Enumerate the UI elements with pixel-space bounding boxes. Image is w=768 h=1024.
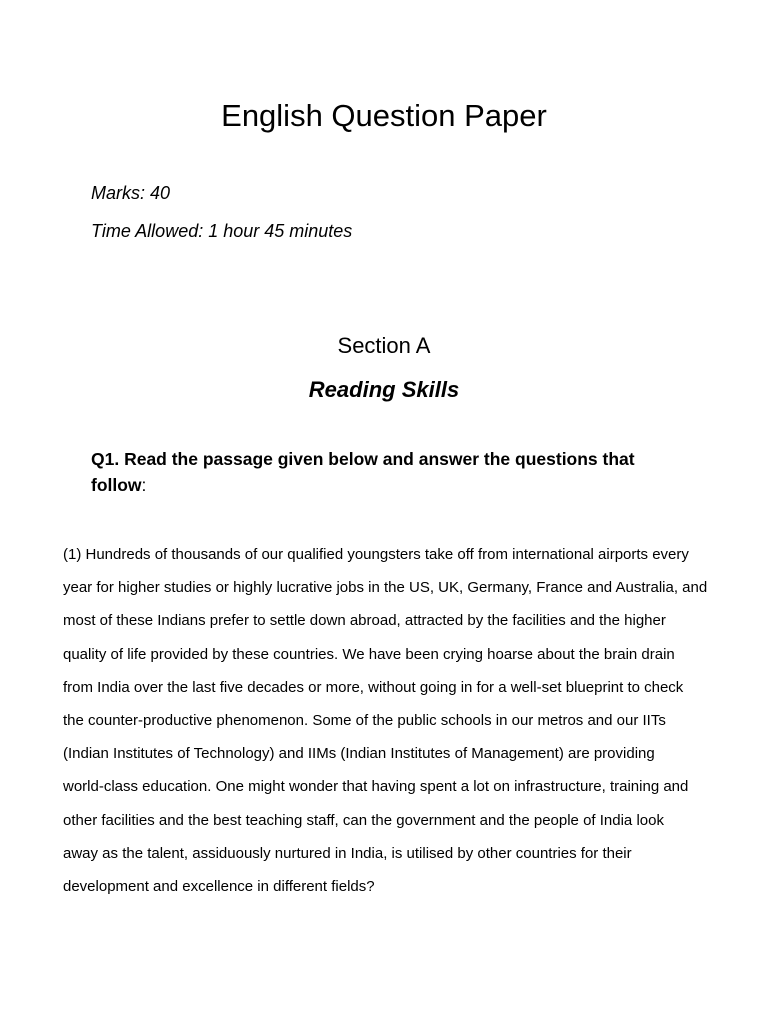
section-heading: Section A bbox=[337, 333, 431, 358]
reading-passage bbox=[63, 538, 763, 903]
passage-line: other facilities and the best teaching staff, can the government and the people of India look bbox=[63, 811, 664, 829]
passage-line: year for higher studies or highly lucrative jobs in the US, UK, Germany, France and Australia, and bbox=[63, 579, 708, 597]
page-title: English Question Paper bbox=[221, 98, 547, 133]
question-colon: : bbox=[141, 475, 147, 495]
question-text: Q1. Read the passage given below and answer the questions that follow bbox=[91, 449, 635, 495]
marks-label: Marks: 40 bbox=[91, 183, 171, 203]
passage-line: the counter-productive phenomenon. Some of the public schools in our metros and our IITs bbox=[63, 712, 666, 730]
passage-line: (1) Hundreds of thousands of our qualified youngsters take off from international airports every bbox=[63, 546, 689, 563]
time-allowed-label: Time Allowed: 1 hour 45 minutes bbox=[91, 221, 353, 241]
question-prompt bbox=[91, 446, 651, 498]
passage-line: most of these Indians prefer to settle down abroad, attracted by the facilities and the higher bbox=[63, 612, 666, 630]
passage-line: away as the talent, assiduously nurtured in India, is utilised by other countries for their bbox=[63, 844, 632, 862]
passage-line: (Indian Institutes of Technology) and IIMs (Indian Institutes of Management) are providing bbox=[63, 745, 655, 763]
section-subheading: Reading Skills bbox=[308, 377, 460, 402]
passage-line: world-class education. One might wonder that having spent a lot on infrastructure, training and bbox=[63, 778, 689, 796]
passage-line: development and excellence in different fields? bbox=[63, 878, 375, 896]
passage-line: from India over the last five decades or more, without going in for a well-set blueprint to check bbox=[63, 678, 684, 696]
passage-line: quality of life provided by these countries. We have been crying hoarse about the brain drain bbox=[63, 645, 675, 663]
